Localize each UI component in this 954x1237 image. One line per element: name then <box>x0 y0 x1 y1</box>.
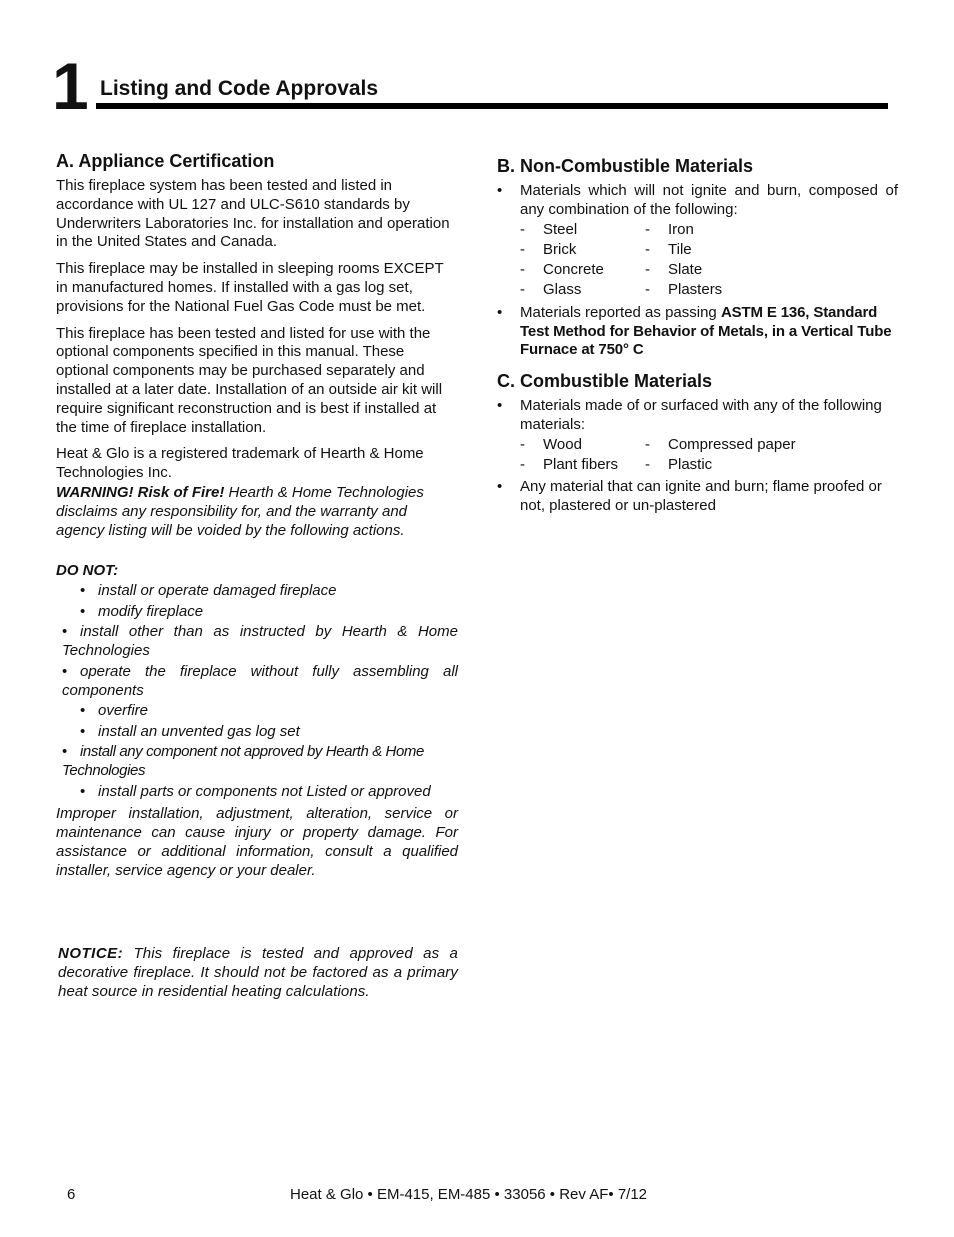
list-item: • operate the fireplace without fully assembling all components <box>62 662 458 699</box>
material-item: - Plastic <box>645 456 713 474</box>
warning-paragraph <box>56 484 458 540</box>
warning-text: Hearth & Home Technologies disclaims any responsibility for, and the warranty and agency listing will be voided by the following actions. <box>56 483 424 539</box>
notice-paragraph <box>58 945 458 1001</box>
list-item: • overfire <box>80 702 149 720</box>
material-item: - Plasters <box>645 281 723 299</box>
bullet-icon: • <box>497 182 503 199</box>
material-item: - Compressed paper <box>645 435 796 453</box>
list-item: • install other than as instructed by Hearth & Home Technologies <box>62 623 458 660</box>
material-grid <box>520 221 898 302</box>
material-item: - Slate <box>645 261 703 279</box>
bullet-icon: • <box>80 702 86 720</box>
bullet-icon: • <box>62 662 68 680</box>
footer-document-info: Heat & Glo • EM-415, EM-485 • 33056 • Rev AF• 7/12 <box>290 1186 648 1203</box>
material-item: - Tile <box>645 240 692 258</box>
material-item: - Steel <box>520 220 578 238</box>
page-number: 6 <box>67 1186 76 1203</box>
material-item: - Plant fibers <box>520 456 619 474</box>
list-item: • install any component not approved by Hearth & Home Technologies <box>62 743 424 780</box>
section-a-paragraph: This fireplace system has been tested and listed in accordance with UL 127 and ULC-S610 standards by Underwriters Laboratories Inc. for installation and operation in the United States and Canada. <box>56 177 450 251</box>
chapter-rule <box>96 103 888 109</box>
bullet-icon: • <box>80 722 86 740</box>
donot-list <box>56 582 458 801</box>
section-a-paragraph: This fireplace has been tested and listed for use with the optional components specified in this manual. These optional components may be purchased separately and installed at a later date. Installation of an outside air kit will require significant reconstruction and is best if installed at the time of fireplace installation. <box>56 324 443 436</box>
section-a-heading: A. Appliance Certification <box>56 151 275 171</box>
improper-warning: Improper installation, adjustment, alteration, service or maintenance can cause injury or property damage. For assistance or additional information, consult a qualified installer, service agency or your dealer. <box>56 805 458 879</box>
right-column <box>497 155 898 522</box>
material-item: - Wood <box>520 435 582 453</box>
bullet-icon: • <box>62 743 67 761</box>
section-c-list <box>497 397 898 516</box>
donot-label: DO NOT: <box>56 562 119 580</box>
list-item: • install or operate damaged fireplace <box>80 582 337 600</box>
warning-label: WARNING! Risk of Fire! <box>56 483 225 501</box>
notice-text: This fireplace is tested and approved as a decorative fireplace. It should not be factored as a primary heat source in residential heating calculations. <box>58 945 458 1000</box>
section-b-heading: B. Non-Combustible Materials <box>497 156 754 176</box>
section-c-heading: C. Combustible Materials <box>497 371 713 392</box>
list-item: • Materials which will not ignite and burn, composed of any combination of the following: - Steel - Iron - Brick - Tile - Concrete - Slate - Glass - Plasters <box>497 182 898 302</box>
bullet-icon: • <box>80 782 86 800</box>
left-column <box>56 150 458 889</box>
list-item: • Materials reported as passing ASTM E 136, Standard Test Method for Behavior of Metals, in a Vertical Tube Furnace at 750° C <box>497 303 892 359</box>
list-item: • modify fireplace <box>80 602 204 620</box>
bullet-icon: • <box>62 623 68 641</box>
list-item: • install parts or components not Listed or approved <box>80 782 431 800</box>
chapter-title: Listing and Code Approvals <box>100 77 379 100</box>
list-item: • install an unvented gas log set <box>80 722 300 740</box>
section-b-list <box>497 182 898 360</box>
material-item: - Brick <box>520 240 577 258</box>
material-item: - Concrete <box>520 261 604 279</box>
notice-label: NOTICE: <box>58 945 124 962</box>
bullet-icon: • <box>497 397 503 415</box>
list-item: • Any material that can ignite and burn; flame proofed or not, plastered or un-plastered <box>497 478 882 515</box>
material-item: - Iron <box>645 220 694 238</box>
chapter-number: 1 <box>52 49 87 123</box>
material-item: - Glass <box>520 281 582 299</box>
bullet-icon: • <box>497 303 503 321</box>
bullet-icon: • <box>80 582 86 600</box>
list-item: • Materials made of or surfaced with any of the following materials: - Wood - Compressed paper - Plant fibers - Plastic <box>497 397 898 476</box>
material-grid <box>520 436 898 477</box>
bullet-icon: • <box>80 602 86 620</box>
section-a-paragraph: Heat & Glo is a registered trademark of Hearth & Home Technologies Inc. <box>56 445 424 482</box>
section-a-paragraph: This fireplace may be installed in sleeping rooms EXCEPT in manufactured homes. If installed with a gas log set, provisions for the National Fuel Gas Code must be met. <box>56 260 444 315</box>
bullet-icon: • <box>497 478 503 496</box>
